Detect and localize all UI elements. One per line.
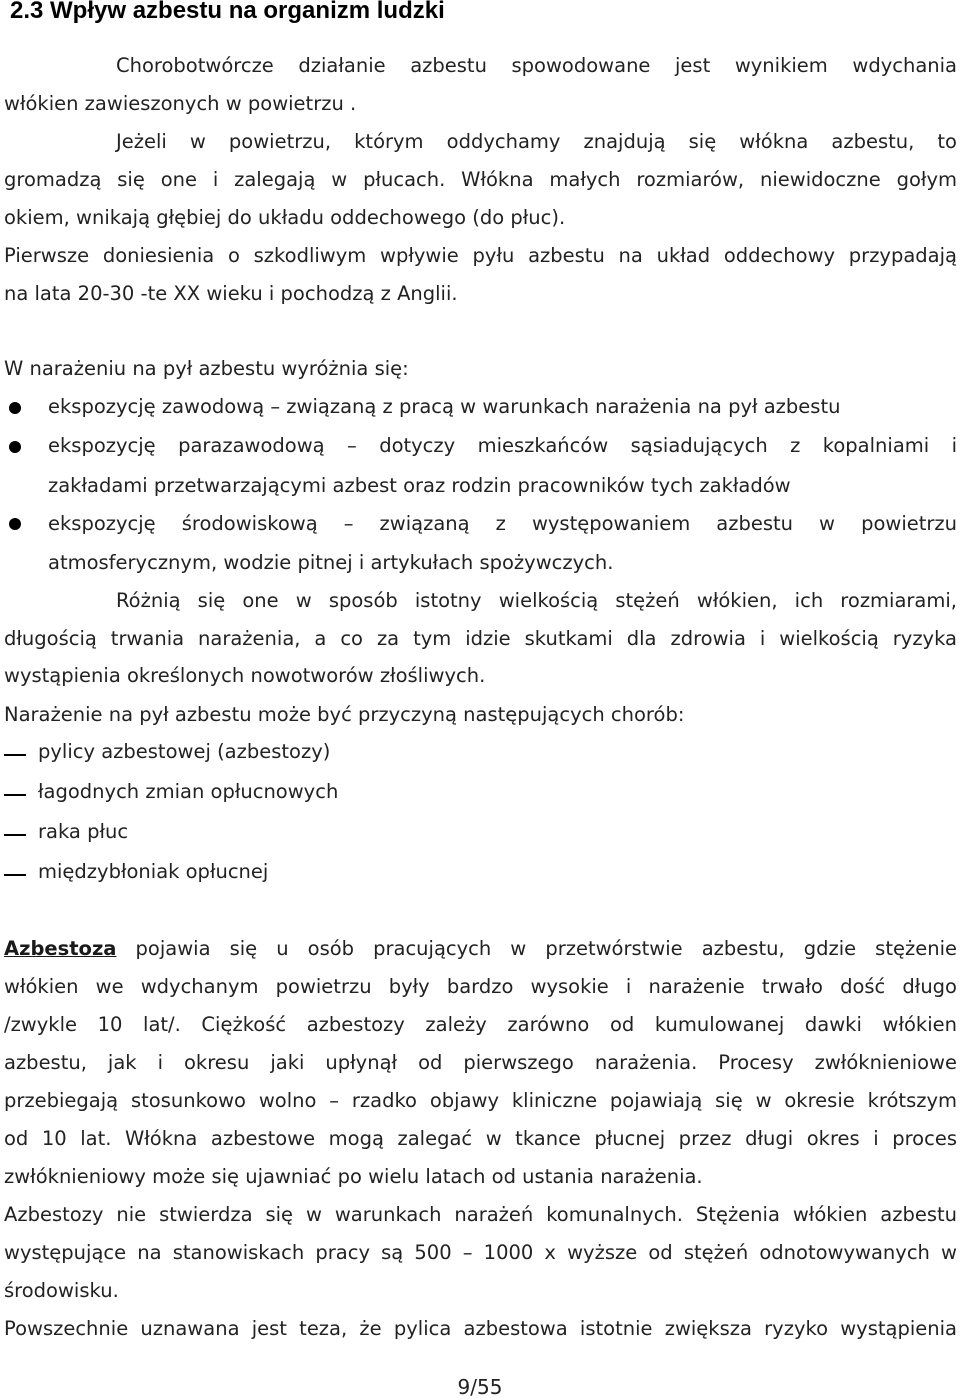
paragraph-line: okiem, wnikają głębiej do układu oddechowego (do płuc). xyxy=(4,206,566,229)
page-number: 9/55 xyxy=(457,1375,503,1399)
paragraph-line: środowisku. xyxy=(4,1279,119,1302)
paragraph-line: Chorobotwórcze działanie azbestu spowodowane jest wynikiem wdychania xyxy=(116,54,957,77)
paragraph-line: włókien zawieszonych w powietrzu . xyxy=(4,92,357,115)
paragraph-text: pojawia się u osób pracujących w przetwórstwie azbestu, gdzie stężenie xyxy=(116,937,957,960)
paragraph-line: wystąpienia określonych nowotworów złośliwych. xyxy=(4,664,486,687)
paragraph-line: Jeżeli w powietrzu, którym oddychamy znajdują się włókna azbestu, to xyxy=(116,130,957,153)
disease-item: łagodnych zmian opłucnowych xyxy=(38,780,339,803)
list-item-continued: zakładami przetwarzającymi azbest oraz rodzin pracowników tych zakładów xyxy=(48,474,791,497)
paragraph-line: od 10 lat. Włókna azbestowe mogą zalegać w tkance płucnej przez długi okres i proces xyxy=(4,1127,957,1150)
list-item: ekspozycję środowiskową – związaną z występowaniem azbestu w powietrzu xyxy=(48,512,957,535)
paragraph-line: zwłóknieniowy może się ujawniać po wielu latach od ustania narażenia. xyxy=(4,1165,703,1188)
paragraph-line xyxy=(4,937,957,961)
list-item: ekspozycję parazawodową – dotyczy mieszkańców sąsiadujących z kopalniami i xyxy=(48,434,957,457)
section-heading: 2.3 Wpływ azbestu na organizm ludzki xyxy=(10,0,445,24)
list-intro: Narażenie na pył azbestu może być przyczyną następujących chorób: xyxy=(4,703,685,726)
paragraph-line: gromadzą się one i zalegają w płucach. Włókna małych rozmiarów, niewidoczne gołym xyxy=(4,168,957,191)
dash-bullet-icon xyxy=(4,834,26,836)
paragraph-line: Pierwsze doniesienia o szkodliwym wpływie pyłu azbestu na układ oddechowy przypadają xyxy=(4,244,957,267)
bullet-icon xyxy=(9,441,21,453)
paragraph-line: występujące na stanowiskach pracy są 500 – 1000 x wyższe od stężeń odnotowywanych w xyxy=(4,1241,957,1264)
disease-item: raka płuc xyxy=(38,820,129,843)
paragraph-line: długością trwania narażenia, a co za tym idzie skutkami dla zdrowia i wielkością ryzyka xyxy=(4,627,957,650)
list-intro: W narażeniu na pył azbestu wyróżnia się: xyxy=(4,357,409,380)
paragraph-line: włókien we wdychanym powietrzu były bardzo wysokie i narażenie trwało dość długo xyxy=(4,975,957,998)
paragraph-line: /zwykle 10 lat/. Ciężkość azbestozy zależy zarówno od kumulowanej dawki włókien xyxy=(4,1013,957,1036)
paragraph-line: Powszechnie uznawana jest teza, że pylica azbestowa istotnie zwiększa ryzyko wystąpienia xyxy=(4,1317,957,1340)
dash-bullet-icon xyxy=(4,754,26,756)
dash-bullet-icon xyxy=(4,794,26,796)
bullet-icon xyxy=(9,518,21,530)
paragraph-line: na lata 20-30 -te XX wieku i pochodzą z Anglii. xyxy=(4,282,458,305)
list-item-continued: atmosferycznym, wodzie pitnej i artykułach spożywczych. xyxy=(48,551,614,574)
paragraph-line: przebiegają stosunkowo wolno – rzadko objawy kliniczne pojawiają się w okresie krótszym xyxy=(4,1089,957,1112)
disease-item: międzybłoniak opłucnej xyxy=(38,860,269,883)
paragraph-line: azbestu, jak i okresu jaki upłynął od pierwszego narażenia. Procesy zwłóknieniowe xyxy=(4,1051,957,1074)
paragraph-line: Azbestozy nie stwierdza się w warunkach narażeń komunalnych. Stężenia włókien azbestu xyxy=(4,1203,957,1226)
disease-item: pylicy azbestowej (azbestozy) xyxy=(38,740,331,763)
term-asbestosis: Azbestoza xyxy=(4,937,117,960)
list-item: ekspozycję zawodową – związaną z pracą w warunkach narażenia na pył azbestu xyxy=(48,395,841,418)
dash-bullet-icon xyxy=(4,874,26,876)
paragraph-line: Różnią się one w sposób istotny wielkością stężeń włókien, ich rozmiarami, xyxy=(116,589,957,612)
bullet-icon xyxy=(9,402,21,414)
